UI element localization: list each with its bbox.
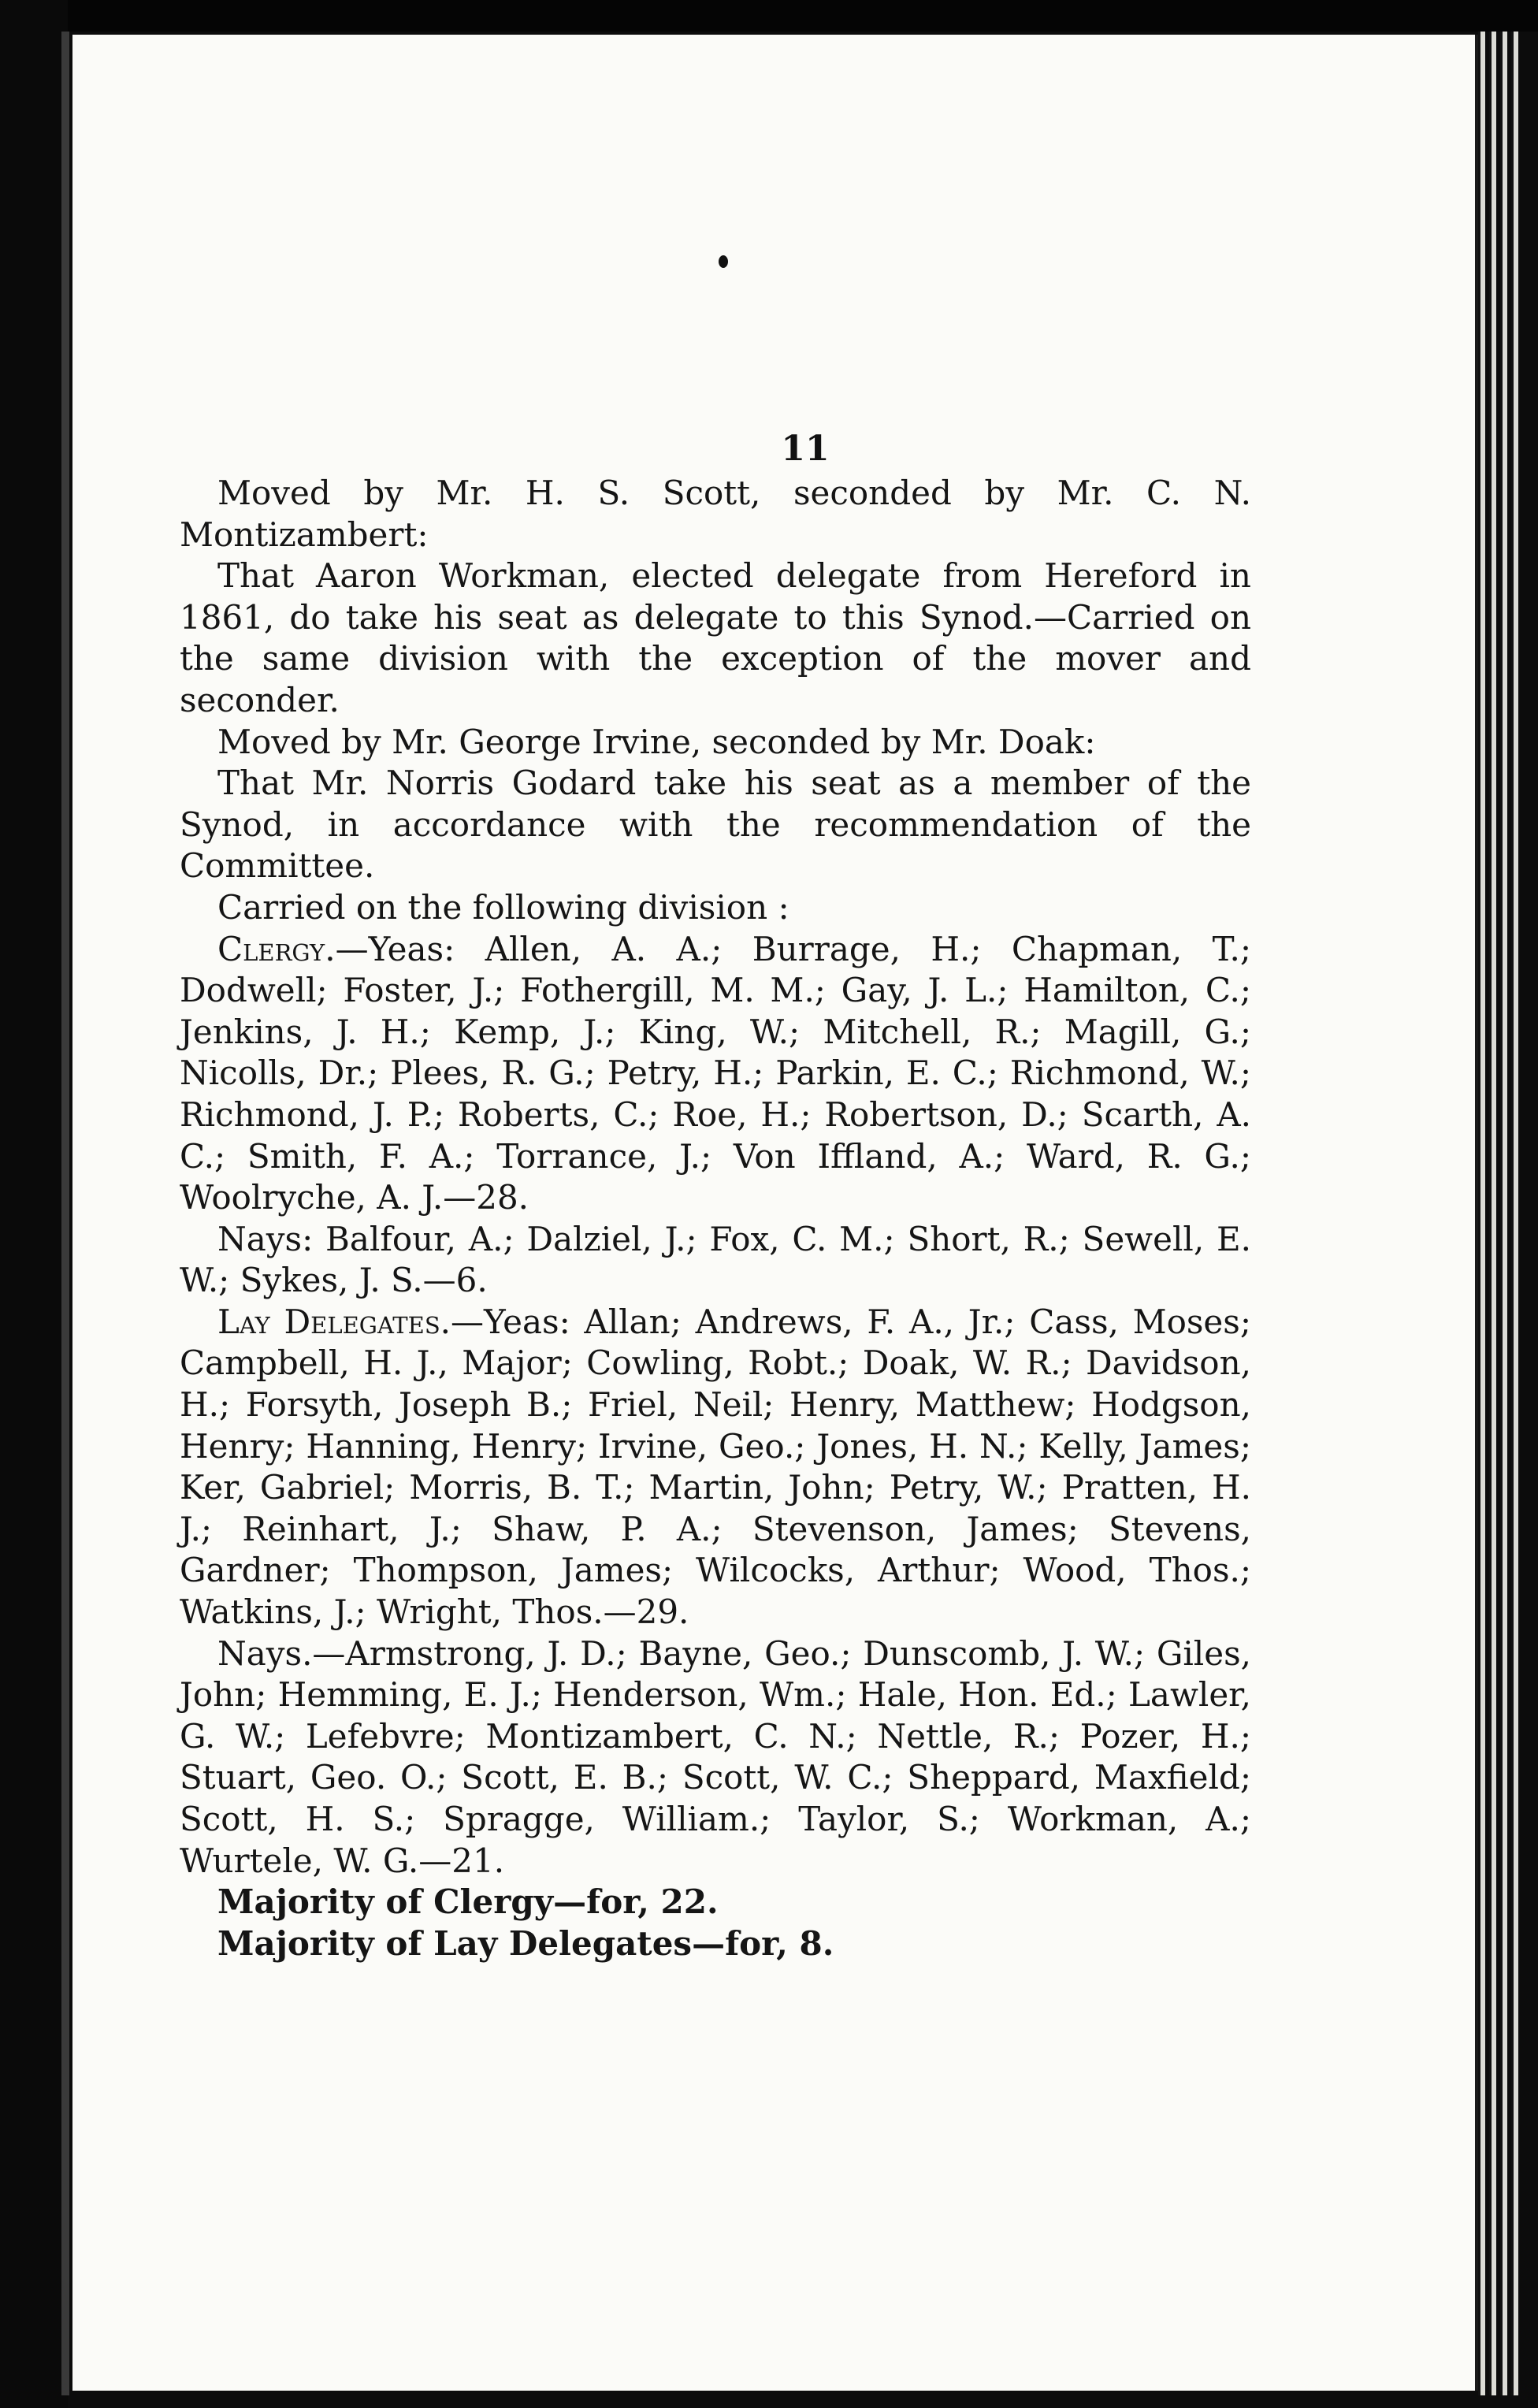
motion-1-mover: Moved by Mr. H. S. Scott, seconded by Mr. C. N. Montizambert: [180, 474, 1251, 554]
clergy-nays: Nays: Balfour, A.; Dalziel, J.; Fox, C. M.; Short, R.; Sewell, E. W.; Sykes, J. S.—6. [180, 1219, 1251, 1300]
division-intro: Carried on the following division : [217, 887, 789, 927]
page-edge [1478, 32, 1485, 2395]
majority-lay: Majority of Lay Delegates—for, 8. [217, 1923, 834, 1963]
ink-speck [719, 255, 728, 268]
motion-2-resolution: That Mr. Norris Godard take his seat as a member of the Synod, in accordance with the recommendation of the Committee. [180, 764, 1251, 886]
page-body [180, 473, 1251, 1964]
page-edge [1489, 32, 1496, 2395]
motion-1-resolution: That Aaron Workman, elected delegate from Hereford in 1861, do take his seat as delegate to this Synod.—Carried on the same division with the exception of the mover and seconder. [180, 556, 1251, 719]
scan-border-top [0, 0, 1538, 32]
page-edge [1500, 32, 1507, 2395]
majority-clergy: Majority of Clergy—for, 22. [217, 1882, 719, 1922]
book-binding [0, 0, 68, 2408]
motion-2-mover: Moved by Mr. George Irvine, seconded by Mr. Doak: [217, 722, 1096, 761]
clergy-yeas-list: —Yeas: Allen, A. A.; Burrage, H.; Chapman, T.; Dodwell; Foster, J.; Fothergill, M. M.; Gay, J. L.; Hamilton, C.; Jenkins, J. H.; Kemp, J.; King, W.; Mitchell, R.; Magill, G.; Nicolls, Dr.; Plees, R. G.; Petry, H.; Parkin, E. C.; Richmond, W.; Richmond, J. P.; Roberts, C.; Roe, H.; Robertson, D.; Scarth, A. C.; Smith, F. A.; Torrance, J.; Von Iffland, A.; Ward, R. G.; Woolryche, A. J.—28. [180, 929, 1251, 1217]
page-edge [1511, 32, 1518, 2395]
lay-label: Lay Delegates. [217, 1302, 451, 1341]
lay-nays: Nays.—Armstrong, J. D.; Bayne, Geo.; Dunscomb, J. W.; Giles, John; Hemming, E. J.; Henderson, Wm.; Hale, Hon. Ed.; Lawler, G. W.; Lefebvre; Montizambert, C. N.; Nettle, R.; Pozer, H.; Stuart, Geo. O.; Scott, E. B.; Scott, W. C.; Sheppard, Maxfield; Scott, H. S.; Spragge, William.; Taylor, S.; Workman, A.; Wurtele, W. G.—21. [180, 1633, 1251, 1880]
binding-edge [61, 32, 69, 2395]
lay-yeas-list: —Yeas: Allan; Andrews, F. A., Jr.; Cass, Moses; Campbell, H. J., Major; Cowling, Robt.; Doak, W. R.; Davidson, H.; Forsyth, Joseph B.; Friel, Neil; Henry, Matthew; Hodgson, Henry; Hanning, Henry; Irvine, Geo.; Jones, H. N.; Kelly, James; Ker, Gabriel; Morris, B. T.; Martin, John; Petry, W.; Pratten, H. J.; Reinhart, J.; Shaw, P. A.; Stevenson, James; Stevens, Gardner; Thompson, James; Wilcocks, Arthur; Wood, Thos.; Watkins, J.; Wright, Thos.—29. [180, 1302, 1251, 1632]
clergy-yeas [180, 929, 1251, 1219]
clergy-label: Clergy. [217, 929, 336, 968]
lay-yeas [180, 1302, 1251, 1633]
page-number: 11 [781, 429, 830, 469]
